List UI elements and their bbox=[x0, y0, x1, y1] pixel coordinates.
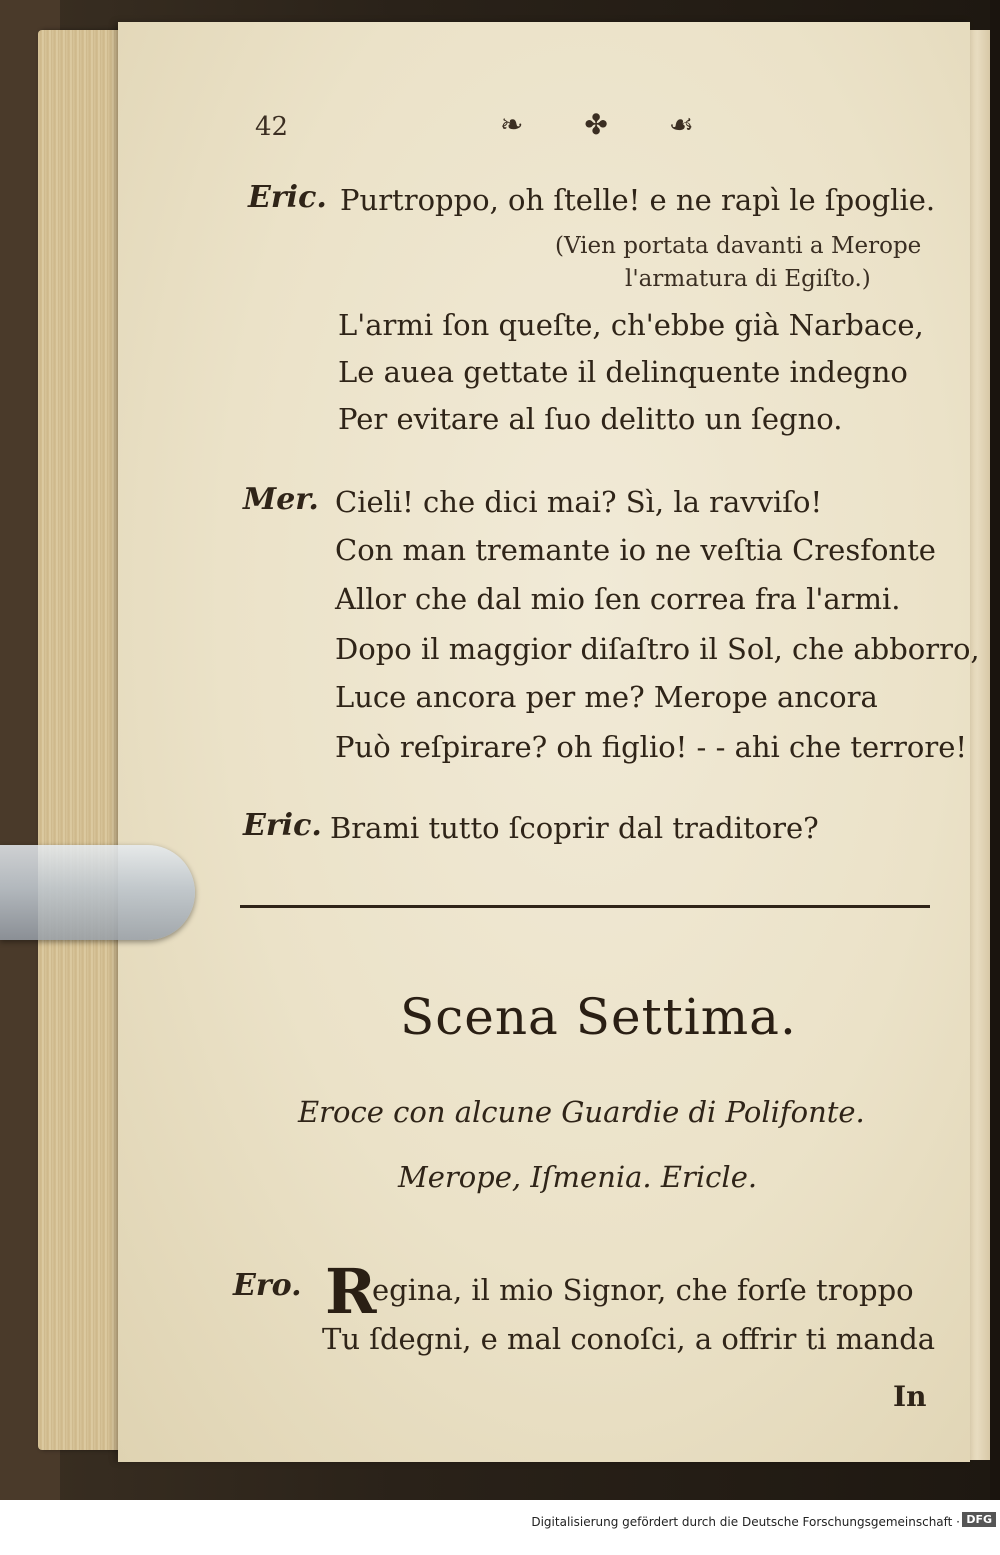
dfg-logo-icon: DFG bbox=[962, 1512, 996, 1527]
verse-line: Per evitare al ſuo delitto un ſegno. bbox=[338, 402, 843, 436]
verse-line: Purtroppo, oh ſtelle! e ne rapì le ſpoglie. bbox=[340, 183, 936, 217]
verse-line: Dopo il maggior diſaſtro il Sol, che abborro, bbox=[335, 632, 980, 666]
footer-credit: Digitalisierung gefördert durch die Deutsche Forschungsgemeinschaft · bbox=[531, 1515, 960, 1529]
stage-direction: l'armatura di Egiſto.) bbox=[625, 266, 871, 292]
verse-line: Può reſpirare? oh figlio! - - ahi che terrore! bbox=[335, 730, 968, 764]
scan-edge-right bbox=[990, 0, 1000, 1555]
verse-line: Con man tremante io ne veſtia Cresfonte bbox=[335, 533, 936, 567]
drop-capital: R bbox=[325, 1255, 377, 1328]
stage-direction: (Vien portata davanti a Merope bbox=[555, 233, 922, 259]
header-ornament-icon: ❧ ✤ ☙ bbox=[500, 108, 720, 141]
verse-line: Cieli! che dici mai? Sì, la ravviſo! bbox=[335, 485, 823, 519]
verse-line: egina, il mio Signor, che forſe troppo bbox=[372, 1273, 914, 1307]
verse-line: L'armi ſon queſte, ch'ebbe già Narbace, bbox=[338, 308, 924, 342]
verse-line: Luce ancora per me? Merope ancora bbox=[335, 680, 878, 714]
speaker-label: Ero. bbox=[233, 1268, 302, 1303]
verse-line: Brami tutto ſcoprir dal traditore? bbox=[330, 811, 819, 845]
cast-list: Merope, Iſmenia. Ericle. bbox=[398, 1160, 758, 1194]
glass-page-holder bbox=[0, 845, 195, 940]
verse-line: Le auea gettate il delinquente indegno bbox=[338, 355, 908, 389]
catchword: In bbox=[893, 1380, 927, 1413]
scene-divider bbox=[240, 905, 930, 908]
scene-title: Scena Settima. bbox=[400, 988, 797, 1046]
speaker-label: Eric. bbox=[243, 808, 322, 843]
speaker-label: Mer. bbox=[243, 482, 319, 517]
cast-list: Eroce con alcune Guardie di Polifonte. bbox=[298, 1095, 865, 1129]
speaker-label: Eric. bbox=[248, 180, 327, 215]
verse-line: Tu ſdegni, e mal conoſci, a offrir ti manda bbox=[322, 1322, 936, 1356]
verse-line: Allor che dal mio ſen correa fra l'armi. bbox=[335, 582, 901, 616]
page-number: 42 bbox=[255, 112, 289, 142]
